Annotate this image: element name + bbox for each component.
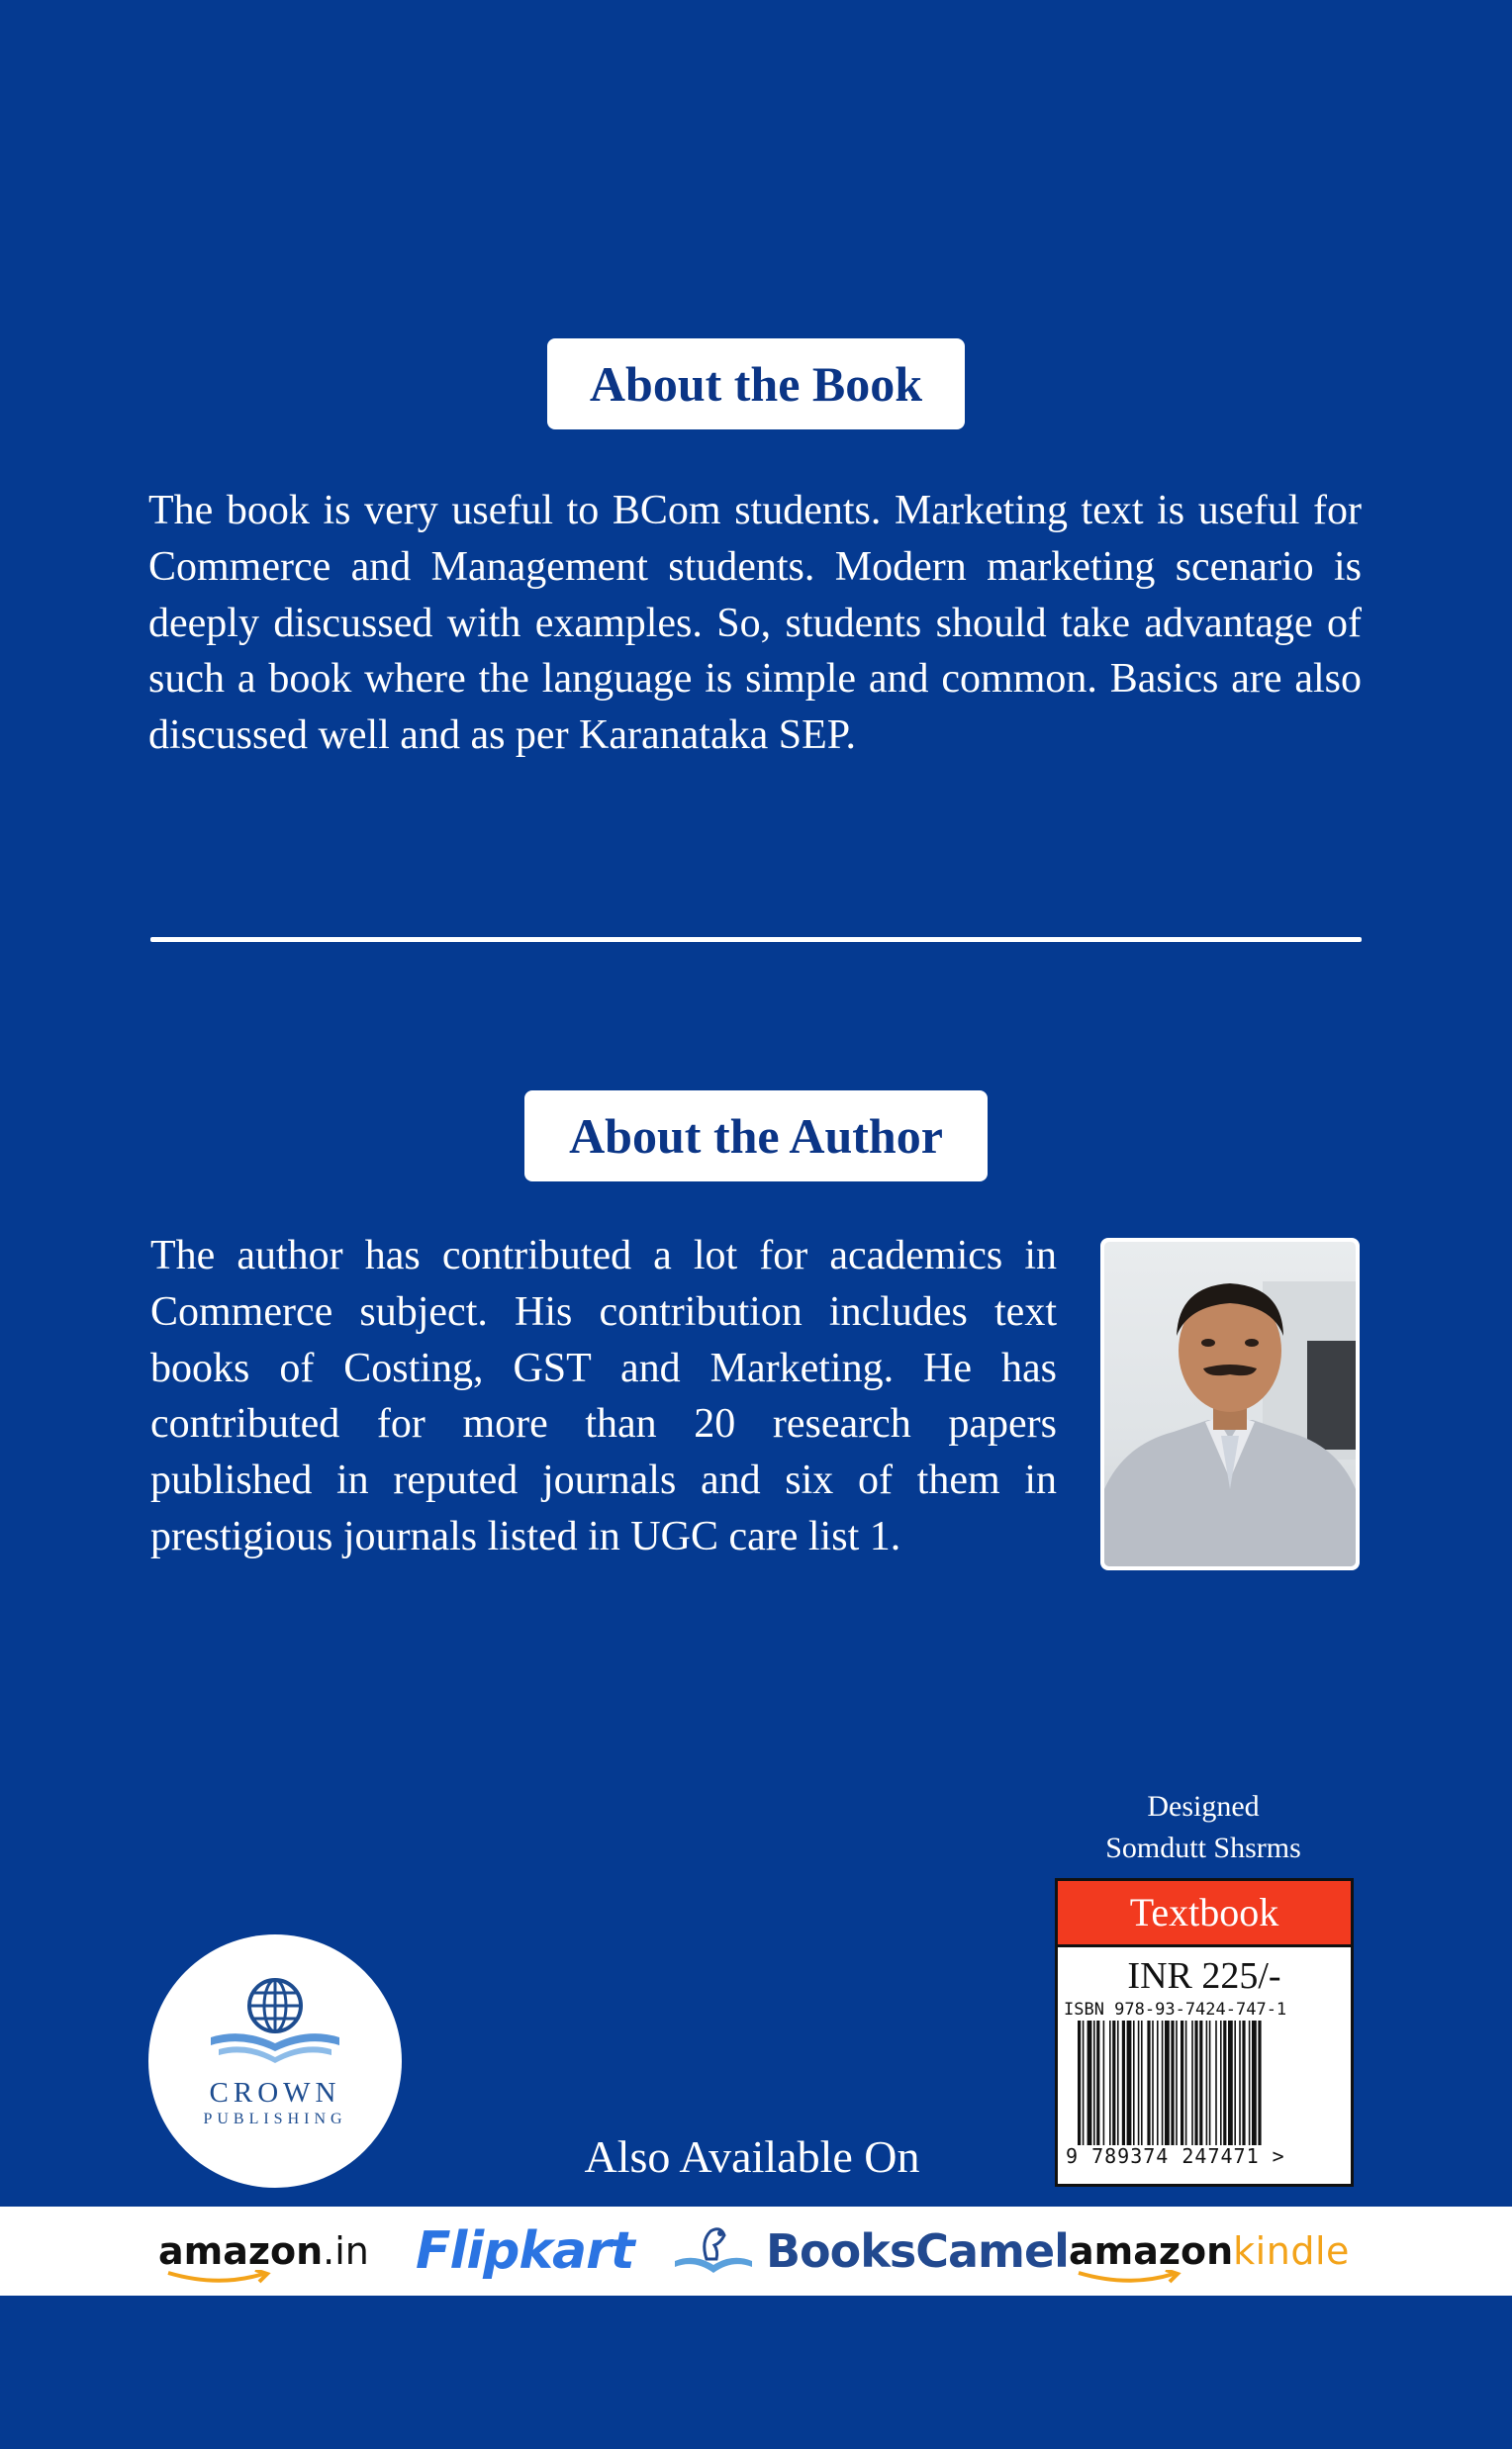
designer-name: Somdutt Shsrms [1105, 1832, 1301, 1864]
author-photo [1100, 1238, 1360, 1570]
kindle-smile-icon [1075, 2270, 1183, 2286]
price-barcode-box [1055, 1878, 1354, 2187]
barcode-bar [1234, 2021, 1236, 2145]
barcode-bar [1242, 2021, 1245, 2145]
barcode-bar [1109, 2021, 1111, 2145]
barcode-bar [1087, 2021, 1092, 2145]
barcode-bar [1252, 2021, 1257, 2145]
barcode-bar [1258, 2021, 1261, 2145]
barcode-bar [1171, 2021, 1174, 2145]
barcode-bar [1176, 2021, 1178, 2145]
about-author-text: The author has contributed a lot for academics in Commerce subject. His contribution includes text books of Costing, GST and Marketing. He has contributed for more than 20 research papers published in reputed journals and six of them in prestigious journals listed in UGC care list 1. [150, 1233, 1057, 1559]
barcode-bar [1112, 2021, 1115, 2145]
about-author-heading-text: About the Author [569, 1108, 943, 1164]
store-strip [0, 2207, 1512, 2296]
designer-credit [1049, 1786, 1358, 1869]
barcode-bar [1185, 2021, 1187, 2145]
amazon-smile-icon [164, 2270, 273, 2286]
barcode-bar [1206, 2021, 1208, 2145]
barcode-bar [1138, 2021, 1140, 2145]
barcode-number: 9 789374 247471 > [1066, 2144, 1285, 2168]
barcode-icon [1078, 2021, 1335, 2145]
barcode-bar [1122, 2021, 1125, 2145]
barcode-bar [1078, 2021, 1081, 2145]
about-book-text: The book is very useful to BCom students. Marketing text is useful for Commerce and Management students. Modern marketing scenario is deeply discussed with examples. So, students should take advantage of such a book where the language is simple and common. Basics are also discussed well and as per Karanataka SEP. [148, 488, 1362, 759]
publisher-logo [148, 1934, 402, 2188]
barcode-bar [1141, 2021, 1143, 2145]
amazon-wordmark: amazon [158, 2229, 324, 2273]
about-book-heading-text: About the Book [589, 356, 923, 412]
globe-book-icon [201, 1976, 349, 2075]
barcode-bar [1215, 2021, 1217, 2145]
barcode-bar [1181, 2021, 1183, 2145]
barcode-bar [1209, 2021, 1211, 2145]
kindle-wordmark: kindle [1233, 2229, 1350, 2273]
barcode-bar [1127, 2021, 1132, 2145]
barcode-bar [1249, 2021, 1251, 2145]
barcode-bar [1220, 2021, 1222, 2145]
barcode-bar [1133, 2021, 1135, 2145]
barcode-bar [1228, 2021, 1233, 2145]
barcode-bar [1165, 2021, 1170, 2145]
barcode-bar [1152, 2021, 1154, 2145]
amazon-suffix: .in [323, 2229, 369, 2273]
about-book-heading [547, 338, 965, 429]
publisher-name: CROWN [209, 2077, 341, 2109]
amazon-kindle-logo[interactable] [1069, 2207, 1350, 2296]
about-author-heading [524, 1090, 988, 1181]
author-portrait-illustration [1104, 1242, 1356, 1566]
bookscamel-wordmark: BooksCamel [766, 2224, 1069, 2278]
bookscamel-logo[interactable] [671, 2207, 1069, 2296]
barcode-bar [1199, 2021, 1202, 2145]
flipkart-logo[interactable] [416, 2207, 634, 2296]
barcode-bar [1157, 2021, 1159, 2145]
barcode-bar [1162, 2021, 1164, 2145]
also-available-heading: Also Available On [584, 2131, 920, 2182]
barcode-bar [1083, 2021, 1085, 2145]
bookscamel-book-icon [671, 2221, 756, 2281]
barcode-bar [1223, 2021, 1226, 2145]
barcode-bar [1191, 2021, 1193, 2145]
amazon-in-logo[interactable] [158, 2207, 369, 2296]
publisher-subtitle: PUBLISHING [203, 2111, 347, 2127]
barcode-bar [1096, 2021, 1099, 2145]
isbn-label: ISBN 978-93-7424-747-1 [1064, 2000, 1287, 2020]
barcode-bar [1239, 2021, 1241, 2145]
barcode-bar [1117, 2021, 1119, 2145]
barcode-bar [1103, 2021, 1105, 2145]
flipkart-wordmark: Flipkart [416, 2221, 634, 2281]
barcode-bar [1147, 2021, 1150, 2145]
kindle-amazon-wordmark: amazon [1069, 2229, 1234, 2273]
textbook-label: Textbook [1058, 1881, 1351, 1947]
barcode-bar [1093, 2021, 1095, 2145]
section-divider [150, 937, 1362, 942]
price-label: INR 225/- [1127, 1955, 1281, 1997]
designed-label: Designed [1147, 1790, 1260, 1823]
barcode-bar [1194, 2021, 1197, 2145]
